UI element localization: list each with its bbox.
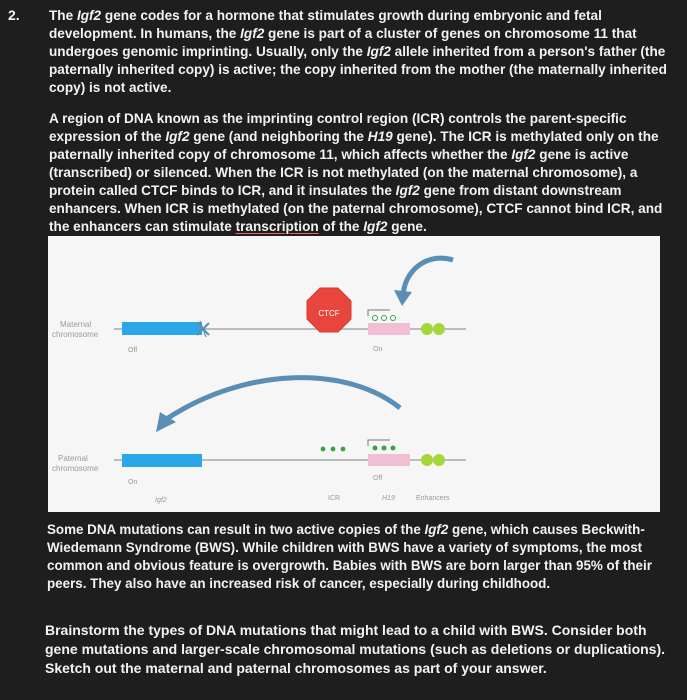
prompt-paragraph: Brainstorm the types of DNA mutations that might lead to a child with BWS. Consider both gene mutations and larger-scale chromosomal mutations (such as deletions or duplications). Sketch out the maternal and paternal chromosomes as part of your answer. (45, 622, 666, 676)
h19-gene-label: H19 (382, 495, 395, 502)
paternal-h19-gene (368, 454, 410, 466)
question-number: 2. (8, 7, 20, 23)
icr-label: ICR (328, 495, 341, 502)
underlined-word: transcription (235, 219, 319, 234)
icr-methylated-sites (321, 447, 346, 452)
maternal-unmethylated-sites (373, 316, 396, 321)
ctcf-icon (307, 288, 351, 332)
paternal-igf2-state: On (128, 479, 138, 486)
maternal-igf2-state: Off (128, 347, 138, 354)
icr-paragraph: A region of DNA known as the imprinting control region (ICR) controls the parent-specific expression of the Igf2 gene (and neighboring the H19 gene). The ICR is methylated only on the paternally inherited copy of chromosome 11, which affects whether the Igf2 gene is active (transcribed) or silenced. When the ICR is not methylated (on the maternal chromosome), a protein called CTCF binds to ICR, and it insulates the Igf2 gene from distant downstream enhancers. When ICR is methylated (on the paternal chromosome), CTCF cannot bind ICR, and the enhancers can stimulate transcription of the Igf2 gene. (49, 111, 663, 234)
maternal-h19-state: On (373, 346, 383, 353)
imprinting-diagram (48, 236, 660, 512)
paternal-label-2: chromosome (52, 464, 99, 473)
paternal-methylated-sites (373, 446, 396, 451)
maternal-enhancers-icon (421, 323, 445, 335)
bws-paragraph: Some DNA mutations can result in two active copies of the Igf2 gene, which causes Beckwith-Wiedemann Syndrome (BWS). While children with BWS have a variety of symptoms, the most common and obvious feature is overgrowth. Babies with BWS are born larger than 95% of their peers. They also have an increased risk of cancer, especially during childhood. (47, 522, 652, 591)
igf2-gene-label: Igf2 (155, 497, 167, 504)
paternal-label: Paternal (58, 454, 88, 463)
paternal-activation-arrow (168, 378, 400, 418)
maternal-chromosome (52, 258, 466, 354)
maternal-label: Maternal (60, 320, 92, 329)
paternal-igf2-gene (122, 454, 202, 467)
intro-paragraph: The Igf2 gene codes for a hormone that stimulates growth during embryonic and fetal development. In humans, the Igf2 gene is part of a cluster of genes on chromosome 11 that undergoes genomic imprinting. Usually, only the Igf2 allele inherited from a person's father (the paternally inherited copy) is active; the copy inherited from the mother (the maternally inherited copy) is not active. (49, 8, 667, 95)
ctcf-label: CTCF (318, 309, 340, 318)
maternal-igf2-gene (122, 322, 202, 335)
maternal-label-2: chromosome (52, 330, 99, 339)
paternal-h19-state: Off (373, 475, 383, 482)
maternal-h19-gene (368, 323, 410, 335)
paternal-chromosome (52, 378, 466, 504)
enhancers-label: Enhancers (416, 495, 450, 502)
paternal-enhancers-icon (421, 454, 445, 466)
